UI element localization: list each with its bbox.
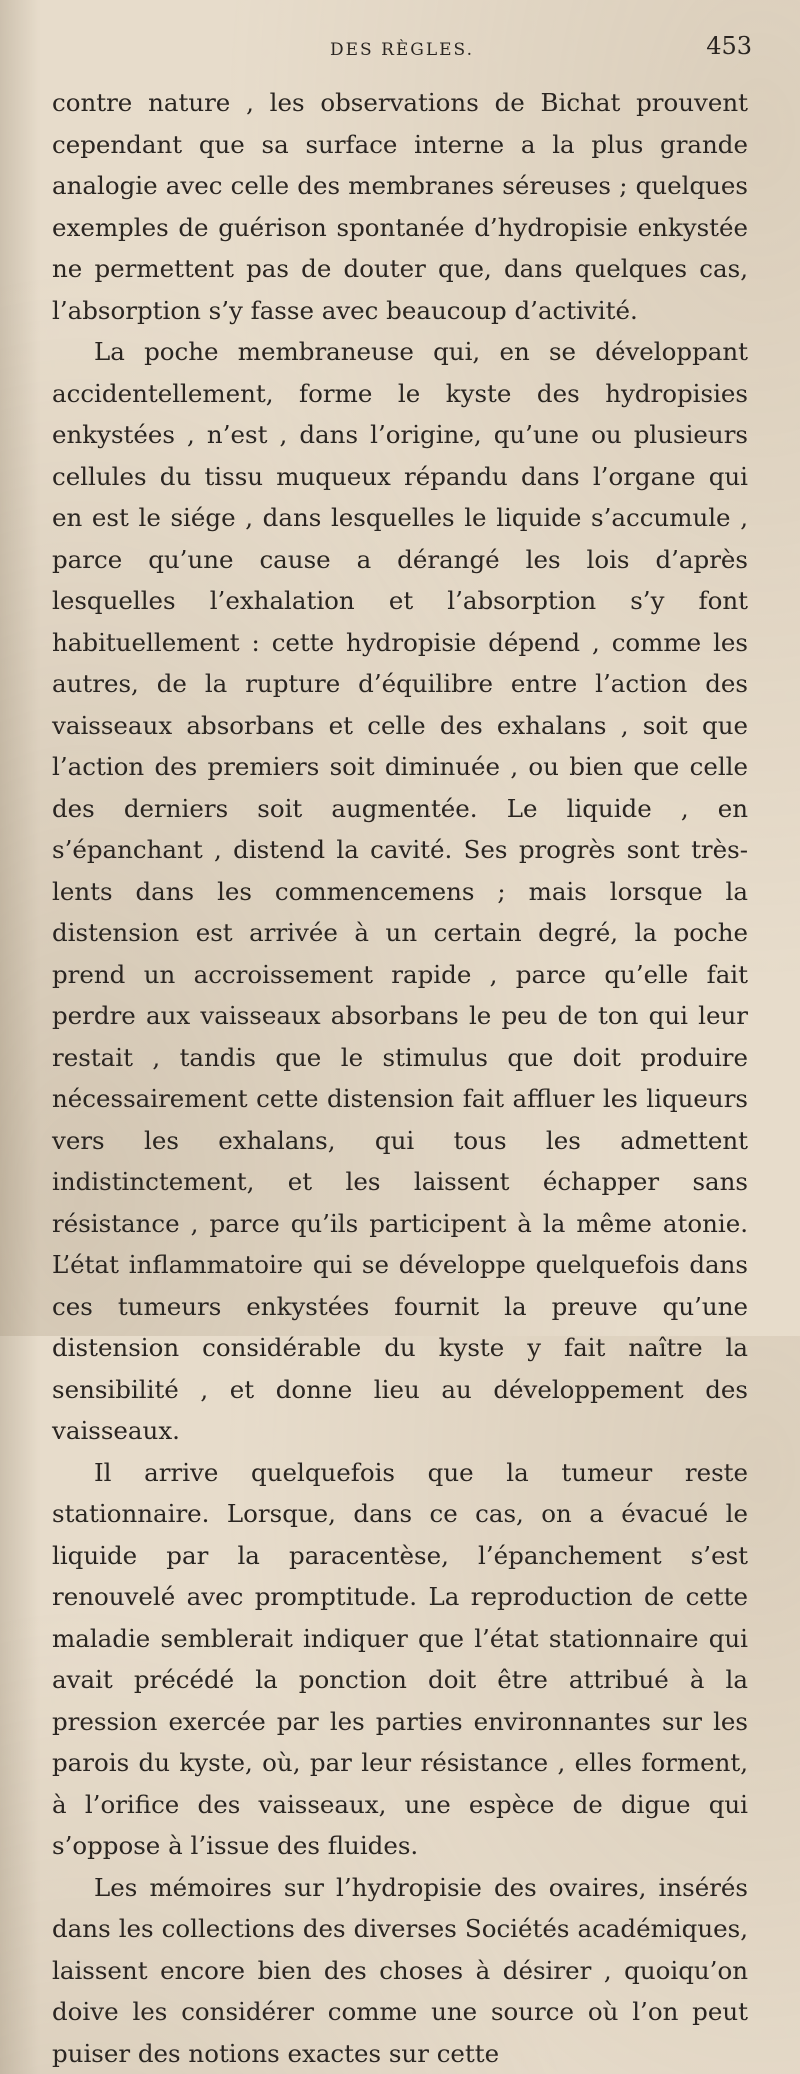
body-text	[52, 82, 748, 2074]
paragraph-tumeur-stationnaire: Il arrive quelquefois que la tumeur reste stationnaire. Lorsque, dans ce cas, on a évacué le liquide par la paracentèse, l’épanchement s’est renouvelé avec promptitude. La reproduction de cette maladie semblerait indiquer que l’état stationnaire qui avait précédé la ponction doit être attribué à la pression exercée par les parties environnantes sur les parois du kyste, où, par leur résistance , elles forment, à l’orifice des vaisseaux, une espèce de digue qui s’oppose à l’issue des fluides.	[52, 1452, 748, 1867]
paragraph-poche-membraneuse: La poche membraneuse qui, en se développant accidentellement, forme le kyste des hydropisies enkystées , n’est , dans l’origine, qu’une ou plusieurs cellules du tissu muqueux répandu dans l’organe qui en est le siége , dans lesquelles le liquide s’accumule , parce qu’une cause a dérangé les lois d’après lesquelles l’exhalation et l’absorption s’y font habituellement : cette hydropisie dépend , comme les autres, de la rupture d’équilibre entre l’action des vaisseaux absorbans et celle des exhalans , soit que l’action des premiers soit diminuée , ou bien que celle des derniers soit augmentée. Le liquide , en s’épanchant , distend la cavité. Ses progrès sont très-lents dans les commencemens ; mais lorsque la distension est arrivée à un certain degré, la poche prend un accroissement rapide , parce qu’elle fait perdre aux vaisseaux absorbans le peu de ton qui leur restait , tandis que le stimulus que doit produire nécessairement cette distension fait affluer les liqueurs vers les exhalans, qui tous les admettent indistinctement, et les laissent échapper sans résistance , parce qu’ils participent à la même atonie. L’état inflammatoire qui se développe quelquefois dans ces tumeurs enkystées fournit la preuve qu’une distension considérable du kyste y fait naître la sensibilité , et donne lieu au développement des vaisseaux.	[52, 331, 748, 1452]
page-header	[52, 30, 752, 70]
paragraph-continuation: contre nature , les observations de Bichat prouvent cependant que sa surface interne a la plus grande analogie avec celle des membranes séreuses ; quelques exemples de guérison spontanée d’hydropisie enkystée ne permettent pas de douter que, dans quelques cas, l’absorption s’y fasse avec beaucoup d’activité.	[52, 82, 748, 331]
page-number: 453	[706, 32, 752, 60]
paragraph-memoires: Les mémoires sur l’hydropisie des ovaires, insérés dans les collections des diverses Sociétés académiques, laissent encore bien des choses à désirer , quoiqu’on doive les considérer comme une source où l’on peut puiser des notions exactes sur cette	[52, 1867, 748, 2074]
running-title: DES RÈGLES.	[52, 40, 752, 60]
